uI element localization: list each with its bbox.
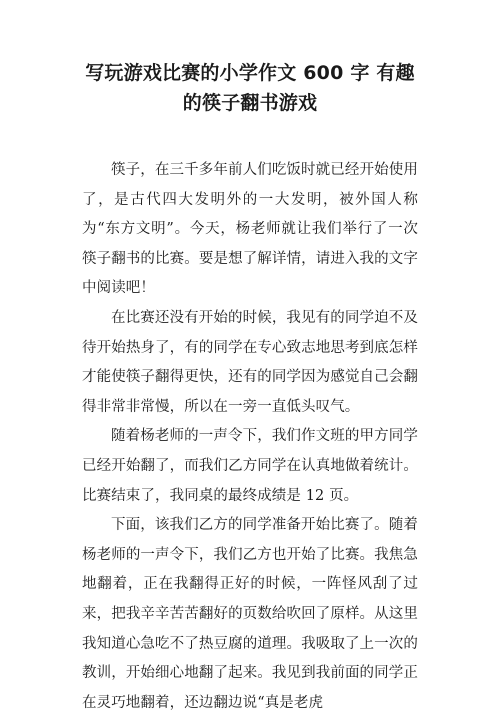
title-line-1: 写玩游戏比赛的小学作文 600 字 有趣 [85, 62, 415, 84]
paragraph: 筷子，在三千多年前人们吃饭时就已经开始使用了，是古代四大发明外的一大发明，被外国人称为“东方文明”。今天，杨老师就让我们举行了一次筷子翻书的比赛。要是想了解详情，请进入我的文字中阅读吧！ [82, 162, 418, 297]
paragraph: 下面，该我们乙方的同学准备开始比赛了。随着杨老师的一声令下，我们乙方也开始了比赛。我焦急地翻着，正在我翻得正好的时候，一阵怪风刮了过来，把我辛辛苦苦翻好的页数给吹回了原样。从这里我知道心急吃不了热豆腐的道理。我吸取了上一次的教训，开始细心地翻了起来。我见到我前面的同学正在灵巧地翻着，还边翻边说“真是老虎 [82, 517, 418, 711]
paragraph: 在比赛还没有开始的时候，我见有的同学迫不及待开始热身了，有的同学在专心致志地思考到底怎样才能使筷子翻得更快，还有的同学因为感觉自己会翻得非常非常慢，所以在一旁一直低头叹气。 [82, 309, 418, 415]
title-line-2: 的筷子翻书游戏 [182, 92, 318, 114]
paragraph: 随着杨老师的一声令下，我们作文班的甲方同学已经开始翻了，而我们乙方同学在认真地做着统计。比赛结束了，我同桌的最终成绩是 12 页。 [82, 428, 418, 504]
document-title [82, 58, 418, 118]
document-body [82, 156, 418, 718]
